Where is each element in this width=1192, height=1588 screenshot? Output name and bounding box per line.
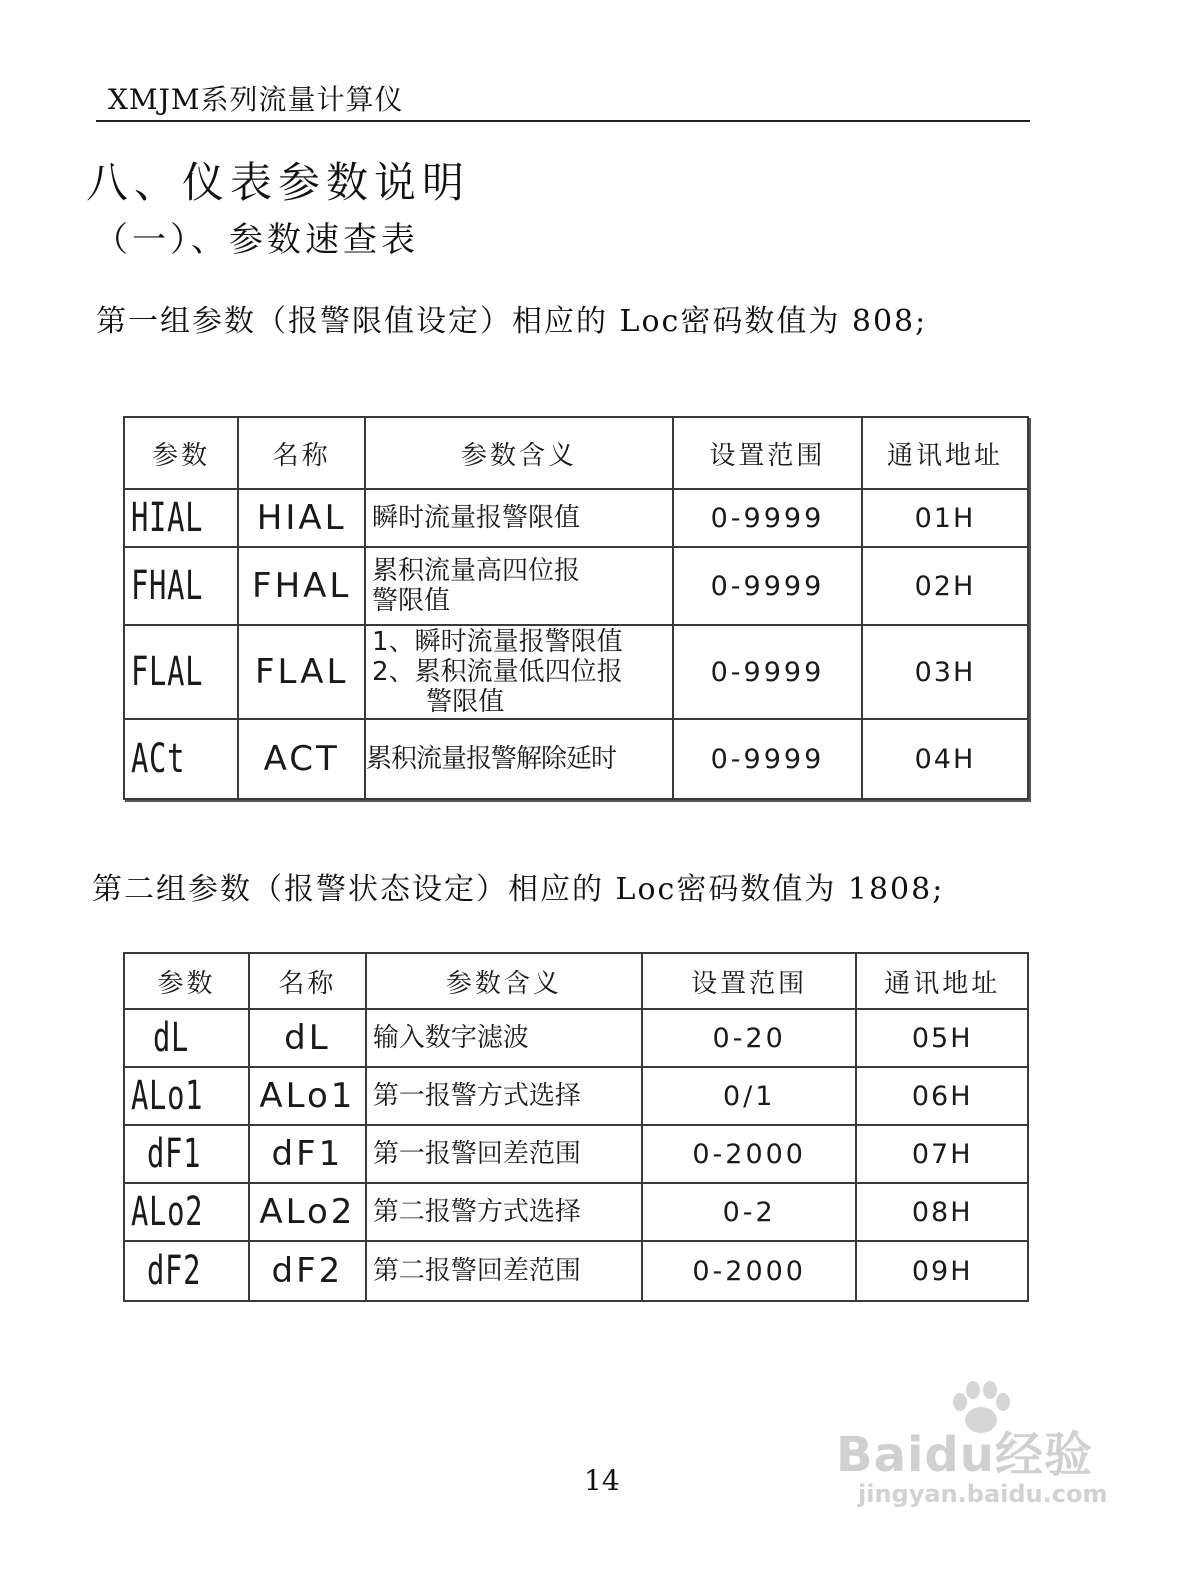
lcd-code-cell	[124, 719, 238, 799]
param-address: 04H	[862, 719, 1028, 799]
param-address: 06H	[856, 1067, 1028, 1125]
column-header-address: 通讯地址	[856, 953, 1028, 1009]
param-name: ALo1	[249, 1067, 366, 1125]
param-range: 0-9999	[673, 719, 862, 799]
subsection-title: （一）、参数速查表	[94, 220, 419, 260]
param-meaning: 输入数字滤波	[366, 1009, 642, 1067]
param-range: 0-9999	[673, 489, 862, 547]
table-row	[124, 1125, 1028, 1183]
column-header-range: 设置范围	[673, 417, 862, 489]
param-address: 05H	[856, 1009, 1028, 1067]
section-title: 八、仪表参数说明	[86, 158, 471, 207]
param-address: 02H	[862, 547, 1028, 625]
column-header-meaning: 参数含义	[366, 953, 642, 1009]
lcd-code: FHAL	[131, 563, 204, 609]
lcd-code: dL	[153, 1015, 190, 1061]
param-range: 0-20	[642, 1009, 856, 1067]
param-range: 0-2000	[642, 1241, 856, 1301]
table-row	[124, 489, 1028, 547]
param-meaning: 瞬时流量报警限值	[365, 489, 673, 547]
param-range: 0/1	[642, 1067, 856, 1125]
lcd-code-cell	[124, 1241, 249, 1301]
param-name: dF1	[249, 1125, 366, 1183]
lcd-code-cell	[124, 1125, 249, 1183]
column-header-param: 参数	[124, 417, 238, 489]
lcd-code: ACt	[131, 736, 186, 782]
column-header-name: 名称	[238, 417, 365, 489]
table-row	[124, 1009, 1028, 1067]
lcd-code: ALo2	[131, 1189, 204, 1235]
lcd-code: ALo1	[131, 1073, 204, 1119]
table-row	[124, 547, 1028, 625]
column-header-address: 通讯地址	[862, 417, 1028, 489]
param-meaning: 第二报警回差范围	[366, 1241, 642, 1301]
column-header-name: 名称	[249, 953, 366, 1009]
param-address: 03H	[862, 625, 1028, 719]
param-address: 08H	[856, 1183, 1028, 1241]
param-name: HIAL	[238, 489, 365, 547]
lcd-code: dF1	[147, 1131, 202, 1177]
param-address: 01H	[862, 489, 1028, 547]
table-row	[124, 719, 1028, 799]
header-title: XMJM系列流量计算仪	[108, 83, 404, 116]
param-address: 09H	[856, 1241, 1028, 1301]
param-name: ACT	[238, 719, 365, 799]
lcd-code-cell	[124, 547, 238, 625]
lcd-code: HIAL	[131, 495, 204, 541]
param-name: dL	[249, 1009, 366, 1067]
param-range: 0-2	[642, 1183, 856, 1241]
watermark-logo: Baidu经验	[836, 1427, 1093, 1483]
param-name: FLAL	[238, 625, 365, 719]
lcd-code-cell	[124, 489, 238, 547]
param-name: dF2	[249, 1241, 366, 1301]
column-header-param: 参数	[124, 953, 249, 1009]
param-meaning: 第一报警回差范围	[366, 1125, 642, 1183]
lcd-code-cell	[124, 1183, 249, 1241]
param-range: 0-9999	[673, 625, 862, 719]
lcd-code-cell	[124, 1067, 249, 1125]
param-meaning: 累积流量高四位报 警限值	[365, 547, 673, 625]
param-name: FHAL	[238, 547, 365, 625]
column-header-range: 设置范围	[642, 953, 856, 1009]
column-header-meaning: 参数含义	[365, 417, 673, 489]
table-row	[124, 1183, 1028, 1241]
lcd-code: FLAL	[131, 649, 204, 695]
group2-parameter-table	[123, 952, 1029, 1302]
table-row	[124, 625, 1028, 719]
lcd-code-cell	[124, 625, 238, 719]
watermark	[828, 1380, 1128, 1540]
lcd-code-cell	[124, 1009, 249, 1067]
table-header-row	[124, 417, 1028, 489]
page-number: 14	[584, 1464, 620, 1497]
lcd-code: dF2	[147, 1248, 202, 1294]
table-header-row	[124, 953, 1028, 1009]
table-row	[124, 1067, 1028, 1125]
group1-parameter-table	[123, 416, 1029, 800]
param-range: 0-9999	[673, 547, 862, 625]
param-meaning: 累积流量报警解除延时	[365, 719, 673, 799]
watermark-url: jingyan.baidu.com	[858, 1480, 1108, 1508]
param-meaning: 第一报警方式选择	[366, 1067, 642, 1125]
param-meaning: 1、瞬时流量报警限值 2、累积流量低四位报 警限值	[365, 625, 673, 719]
param-meaning: 第二报警方式选择	[366, 1183, 642, 1241]
table-row	[124, 1241, 1028, 1301]
param-range: 0-2000	[642, 1125, 856, 1183]
group1-description: 第一组参数（报警限值设定）相应的 Loc密码数值为 808;	[96, 304, 928, 339]
group2-description: 第二组参数（报警状态设定）相应的 Loc密码数值为 1808;	[92, 872, 945, 907]
param-name: ALo2	[249, 1183, 366, 1241]
param-address: 07H	[856, 1125, 1028, 1183]
header-rule	[96, 120, 1030, 122]
